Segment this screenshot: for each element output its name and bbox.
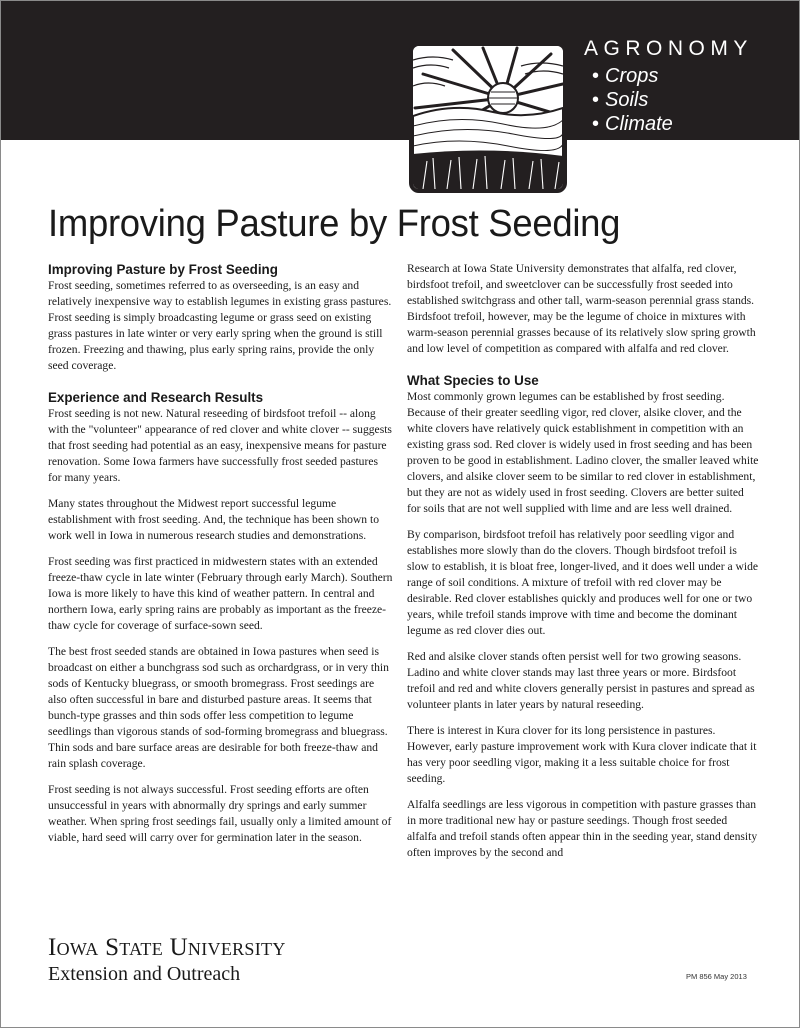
- university-name: Iowa State University: [48, 934, 286, 961]
- paragraph: Frost seeding was first practiced in midwestern states with an extended freeze-thaw cycle in late winter (February through early March). Southern Iowa is more likely to have this kind of weather pattern. In central and northern Iowa, early spring rains are probably as important as the freeze-thaw cycle for coverage of surface-sown seed.: [48, 555, 393, 632]
- topic-item-soils: • Soils: [592, 89, 649, 111]
- left-column: [48, 261, 394, 856]
- department-name: AGRONOMY: [584, 37, 753, 60]
- paragraph: The best frost seeded stands are obtained in Iowa pastures when seed is broadcast on either a bunchgrass sod such as orchardgrass, or in very thin sods of Kentucky bluegrass, or smooth bromegrass. Frost seedings are also often successful in bare and disturbed pasture areas. It seems that bunch-type grasses and thin sods offer less competition to legume seedlings than vigorous stands of sod-forming bromegrass and bluegrass. Thin sods and bare surface areas are desirable for both freeze-thaw and rain splash coverage.: [48, 645, 389, 770]
- paragraph: Many states throughout the Midwest report successful legume establishment with frost seeding. And, the technique has been shown to work well in Iowa in numerous research studies and demonstrations.: [48, 497, 380, 542]
- agronomy-sun-field-logo: [409, 42, 567, 193]
- paragraph: Alfalfa seedlings are less vigorous in competition with pasture grasses than in more traditional new hay or pasture seedings. Though frost seeded alfalfa and trefoil stands often appear thin in the seeding year, stand density often improves by the second and: [407, 798, 758, 859]
- section-heading-research: Experience and Research Results: [48, 390, 264, 405]
- page-title: Improving Pasture by Frost Seeding: [48, 203, 621, 245]
- paragraph: Red and alsike clover stands often persist well for two growing seasons. Ladino and white clover stands may last three years or more. Birdsfoot trefoil and red and white clovers generally persist in pastures and spread as volunteer plants in later years by natural reseeding.: [407, 650, 755, 711]
- section-heading-species: What Species to Use: [407, 373, 539, 388]
- paragraph: Frost seeding is not new. Natural reseeding of birdsfoot trefoil -- along with the "volunteer" appearance of red clover and white clover -- suggests that frost seeding had potential as an easy, inexpensive means for pasture renovation. Some Iowa farmers have successfully frost seeded pastures for many years.: [48, 407, 392, 484]
- publication-code: PM 856 May 2013: [686, 972, 747, 981]
- paragraph: By comparison, birdsfoot trefoil has relatively poor seedling vigor and establishes more slowly than do the clovers. Though birdsfoot trefoil is slow to establish, it is bloat free, longer-lived, and it does well under a wide range of soil conditions. A mixture of trefoil with red clover may be desirable. Red clover establishes quickly and produces well for one or two years, while trefoil stands improve with time and become the dominant legume as red clover dies out.: [407, 528, 759, 637]
- paragraph: There is interest in Kura clover for its long persistence in pastures. However, early pasture improvement work with Kura clover indicate that it has very poor seedling vigor, making it a less suitable choice for frost seeding.: [407, 724, 757, 785]
- sun-field-illustration: [413, 46, 563, 189]
- topic-item-climate: • Climate: [592, 113, 673, 135]
- section-heading-intro: Improving Pasture by Frost Seeding: [48, 262, 278, 277]
- paragraph: Most commonly grown legumes can be established by frost seeding. Because of their greater seedling vigor, red clover, alsike clover, and the white clovers have relatively quick establishment in competition with an existing grass sod. Red clover is widely used in frost seeding and has been proven to be good in establishment. Ladino clover, the smaller leaved white clovers, and alsike clover seem to be similar to red clover in establishment, but they are not as widely used in frost seeding. Clovers are better suited for soils that are not well supplied with lime and are less well drained.: [407, 390, 759, 515]
- topic-item-crops: • Crops: [592, 65, 659, 87]
- topic-list: [584, 64, 753, 136]
- university-logo: [48, 934, 286, 986]
- agronomy-banner: [584, 36, 753, 136]
- extension-unit: Extension and Outreach: [48, 963, 241, 985]
- paragraph: Research at Iowa State University demonstrates that alfalfa, red clover, birdsfoot trefoil, and sweetclover can be successfully frost seeded into established switchgrass and other tall, warm-season perennial grass stands. Birdsfoot trefoil, however, may be the legume of choice in mixtures with warm-season perennial grasses because of its relatively slow spring growth and low level of competition as compared with alfalfa and red clover.: [407, 262, 756, 355]
- right-column: [407, 261, 759, 861]
- paragraph: Frost seeding is not always successful. Frost seeding efforts are often unsuccessful in years with abnormally dry springs and early summer weather. When spring frost seedings fail, usually only a limited amount of viable, hard seed will carry over for germination later in the season.: [48, 783, 392, 844]
- paragraph: Frost seeding, sometimes referred to as overseeding, is an easy and relatively inexpensive way to establish legumes in existing grass pastures. Frost seeding is simply broadcasting legume or grass seed on existing grass pastures in late winter or very early spring when the ground is still frozen. Freezing and thawing, plus early spring rains, provide the only seed coverage.: [48, 279, 392, 372]
